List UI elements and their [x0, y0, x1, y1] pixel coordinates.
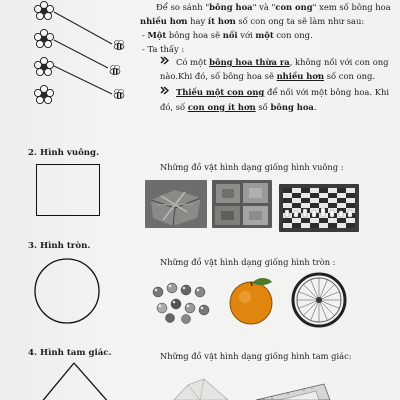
- text: số con ong.: [324, 71, 376, 81]
- bullet-icon: [160, 86, 169, 95]
- text: số: [255, 102, 271, 112]
- text: Thiếu một con ong: [176, 87, 265, 97]
- text: nhiều hơn: [276, 71, 325, 81]
- compare-line-7: [176, 87, 389, 97]
- tiles-photo: [212, 180, 272, 228]
- bee-icon: [112, 89, 126, 99]
- text: Có một: [176, 57, 210, 67]
- match-line: [54, 66, 112, 94]
- match-line: [54, 12, 112, 44]
- square-caption: Những đồ vật hình dạng giống hình vuông :: [160, 162, 344, 172]
- compare-line-2: [140, 16, 364, 26]
- text: Để so sánh ": [156, 2, 210, 12]
- section-title-circle: 3. Hình tròn.: [28, 241, 91, 251]
- text: bông hoa sẽ: [166, 30, 223, 40]
- text: con ong: [275, 2, 313, 12]
- text: -: [142, 30, 148, 40]
- package-photo: [145, 180, 207, 228]
- chessboard-photo: [279, 184, 359, 232]
- triangle-caption: Những đồ vật hình dạng giống hình tam giác:: [160, 351, 352, 361]
- text: nối: [222, 30, 238, 40]
- text: " xem số bông hoa: [312, 2, 391, 12]
- text: - Ta thấy :: [142, 44, 185, 54]
- circle-caption: Những đồ vật hình dạng giống hình tròn :: [160, 257, 336, 267]
- compare-line-8: [160, 102, 317, 112]
- bullet-icon: [160, 56, 169, 65]
- text: với: [237, 30, 256, 40]
- triangle-shape: [36, 360, 116, 400]
- flower-icon: [33, 84, 55, 106]
- compare-line-3: [142, 30, 313, 40]
- text: bông hoa thừa ra: [209, 57, 290, 67]
- text: bông hoa: [209, 2, 253, 12]
- text: số con ong ta sẽ làm như sau:: [235, 16, 365, 26]
- text: .: [313, 102, 317, 112]
- compare-line-1: [156, 2, 391, 12]
- wheel-photo: [290, 271, 348, 329]
- set-square-photo: [250, 380, 340, 400]
- square-shape: [36, 164, 100, 216]
- text: một: [255, 30, 274, 40]
- text: " và ": [252, 2, 276, 12]
- text: để nối với một bông hoa. Khi: [264, 87, 390, 97]
- compare-line-4: [142, 44, 184, 54]
- flower-icon: [33, 28, 55, 50]
- flower-icon: [33, 56, 55, 78]
- orange-photo: [226, 274, 278, 326]
- compare-line-5: [176, 57, 389, 67]
- flower-icon: [33, 0, 55, 22]
- match-line: [54, 40, 108, 68]
- text: hay: [187, 16, 208, 26]
- napkin-photo: [170, 377, 232, 400]
- text: , không nối với con ong: [289, 57, 389, 67]
- marbles-photo: [148, 278, 212, 324]
- text: con ong.: [273, 30, 313, 40]
- bee-icon: [112, 40, 126, 50]
- section-title-square: 2. Hình vuông.: [28, 148, 100, 158]
- text: đó, số: [160, 102, 188, 112]
- bee-icon: [108, 65, 122, 75]
- compare-line-6: [160, 71, 375, 81]
- text: con ong ít hơn: [187, 102, 256, 112]
- text: nhiều hơn: [140, 16, 188, 26]
- text: Một: [147, 30, 167, 40]
- circle-shape: [32, 256, 102, 326]
- text: ít hơn: [207, 16, 236, 26]
- section-title-triangle: 4. Hình tam giác.: [28, 348, 112, 358]
- text: bông hoa: [270, 102, 314, 112]
- text: nào.Khi đó, số bông hoa sẽ: [160, 71, 277, 81]
